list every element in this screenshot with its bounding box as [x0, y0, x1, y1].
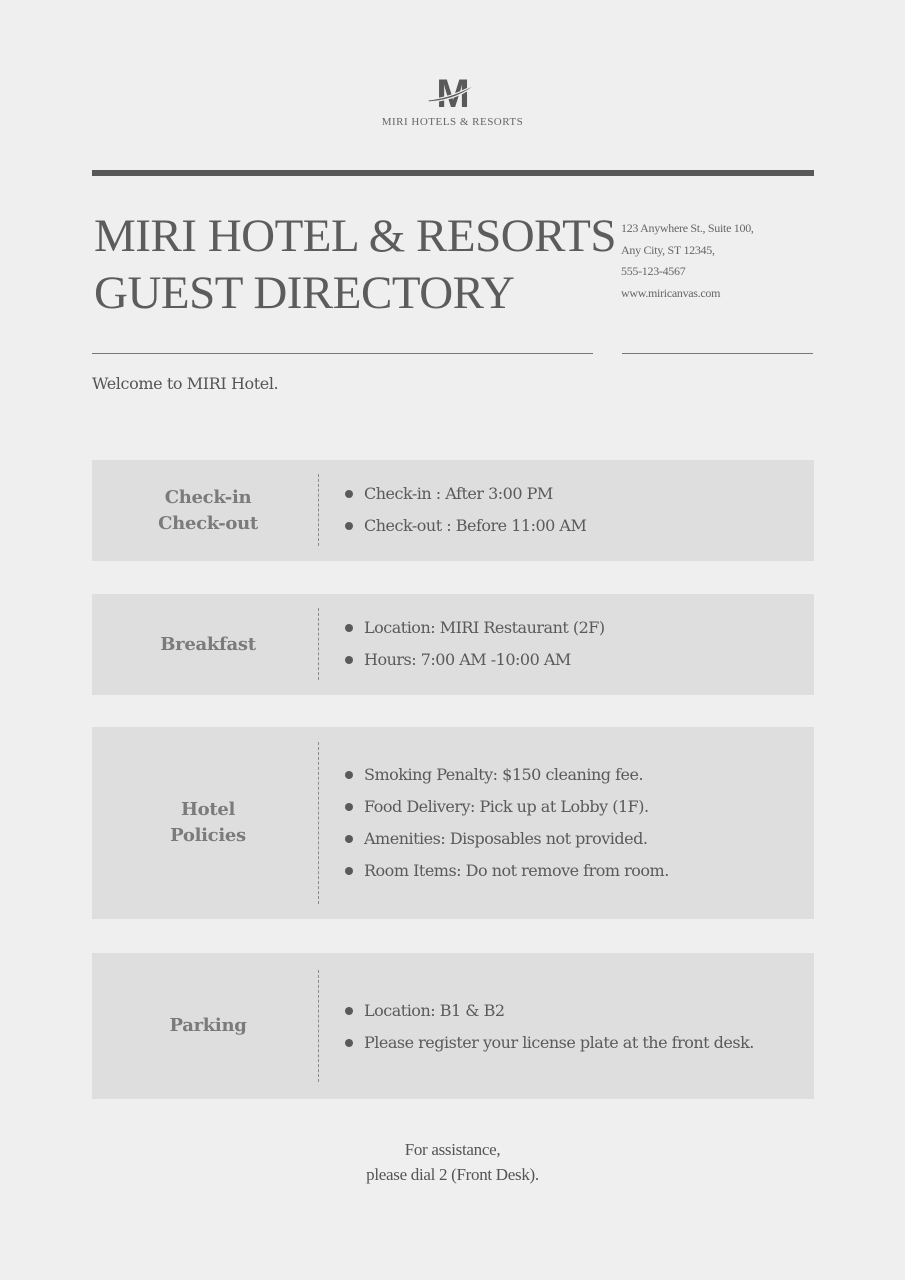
footer-line: please dial 2 (Front Desk). — [366, 1165, 539, 1184]
divider-line — [92, 353, 593, 354]
brand-logo — [0, 74, 905, 128]
divider-line — [622, 353, 813, 354]
section-list — [342, 612, 605, 676]
section-list — [342, 759, 669, 887]
section-list — [342, 995, 754, 1059]
section-parking — [92, 953, 814, 1099]
title-line: GUEST DIRECTORY — [94, 267, 515, 319]
section-hotel-policies — [92, 727, 814, 919]
dashed-divider — [318, 608, 319, 680]
list-item: Please register your license plate at the front desk. — [342, 1027, 754, 1059]
section-checkin-checkout — [92, 460, 814, 561]
dashed-divider — [318, 970, 319, 1082]
footer-assistance — [0, 1137, 905, 1187]
dashed-divider — [318, 742, 319, 904]
phone-number: 555-123-4567 — [621, 264, 686, 278]
page-title — [94, 208, 616, 322]
list-item: Check-out : Before 11:00 AM — [342, 510, 586, 542]
section-label-line: Policies — [170, 825, 246, 846]
section-label — [92, 460, 324, 561]
brand-name: MIRI HOTELS & RESORTS — [381, 116, 524, 128]
list-item: Room Items: Do not remove from room. — [342, 855, 669, 887]
list-item: Check-in : After 3:00 PM — [342, 478, 586, 510]
list-item: Smoking Penalty: $150 cleaning fee. — [342, 759, 669, 791]
section-label-line: Check-in — [164, 486, 252, 508]
section-label-line: Parking — [169, 1015, 247, 1036]
title-line: MIRI HOTEL & RESORTS — [94, 210, 617, 262]
website-link: www.miricanvas.com — [621, 285, 721, 300]
header-divider-bar — [92, 170, 814, 176]
section-label-line: Hotel — [180, 799, 236, 820]
svg-text:M: M — [435, 74, 470, 110]
address-line: 123 Anywhere St., Suite 100, — [621, 221, 754, 235]
list-item: Food Delivery: Pick up at Lobby (1F). — [342, 791, 669, 823]
dashed-divider — [318, 474, 319, 546]
list-item: Hours: 7:00 AM -10:00 AM — [342, 644, 605, 676]
welcome-text: Welcome to MIRI Hotel. — [92, 374, 279, 393]
section-label-line: Breakfast — [160, 633, 256, 655]
section-label — [92, 727, 324, 919]
section-list — [342, 478, 586, 542]
miri-monogram-icon — [425, 74, 481, 110]
contact-info — [621, 218, 754, 304]
section-label — [92, 953, 324, 1099]
section-label-line: Check-out — [158, 512, 258, 534]
list-item: Location: B1 & B2 — [342, 995, 754, 1027]
list-item: Location: MIRI Restaurant (2F) — [342, 612, 605, 644]
section-label — [92, 594, 324, 695]
footer-line: For assistance, — [404, 1140, 501, 1159]
list-item: Amenities: Disposables not provided. — [342, 823, 669, 855]
address-line: Any City, ST 12345, — [621, 242, 715, 257]
section-breakfast — [92, 594, 814, 695]
